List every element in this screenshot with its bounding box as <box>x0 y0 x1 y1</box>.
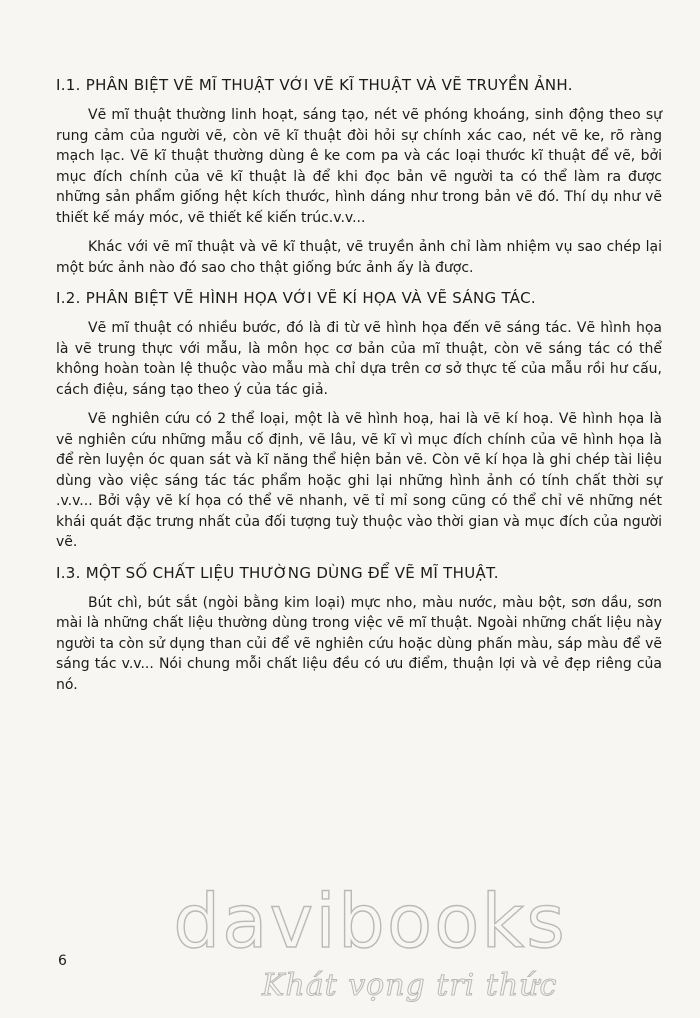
section-1-paragraph-1: Vẽ mĩ thuật thường linh hoạt, sáng tạo, nét vẽ phóng khoáng, sinh động theo sự rung cảm của người vẽ, còn vẽ kĩ thuật đòi hỏi sự chính xác cao, nét vẽ ke, rõ ràng mạch lạc. Vẽ kĩ thuật thường dùng ê ke com pa và các loại thước kĩ thuật để vẽ, bởi mục đích chính của vẽ kĩ thuật là để khi đọc bản vẽ người ta có thể làm ra được những sản phẩm giống hệt kích thước, hình dáng như trong bản vẽ đó. Thí dụ như vẽ thiết kế máy móc, vẽ thiết kế kiến trúc.v.v... <box>56 107 662 226</box>
section-heading-2: I.2. PHÂN BIỆT VẼ HÌNH HỌA VỚI VẼ KÍ HỌA VÀ VẼ SÁNG TÁC. <box>56 289 536 307</box>
section-2-paragraph-2: Vẽ nghiên cứu có 2 thể loại, một là vẽ hình hoạ, hai là vẽ kí hoạ. Vẽ hình họa là vẽ nghiên cứu những mẫu cố định, vẽ lâu, vẽ kĩ vì mục đích chính của vẽ hình họa là để rèn luyện óc quan sát và kĩ năng thể hiện bản vẽ. Còn vẽ kí họa là ghi chép tài liệu dùng vào việc sáng tác tác phẩm hoặc ghi lại những hình ảnh có tính chất thời sự .v.v... Bởi vậy vẽ kí họa có thể vẽ nhanh, vẽ tỉ mỉ song cũng có thể chỉ vẽ những nét khái quát đặc trưng nhất của đối tượng tuỳ thuộc vào thời gian và mục đích của người vẽ. <box>56 411 662 550</box>
section-3-paragraph-1: Bút chì, bút sắt (ngòi bằng kim loại) mực nho, màu nước, màu bột, sơn dầu, sơn mài là những chất liệu thường dùng trong việc vẽ mĩ thuật. Ngoài những chất liệu này người ta còn sử dụng than củi để vẽ nghiên cứu hoặc dùng phấn màu, sáp màu để vẽ sáng tác v.v... Nói chung mỗi chất liệu đều có ưu điểm, thuận lợi và vẻ đẹp riêng của nó. <box>56 594 662 693</box>
section-2-paragraph-1: Vẽ mĩ thuật có nhiều bước, đó là đi từ vẽ hình họa đến vẽ sáng tác. Vẽ hình họa là vẽ trung thực với mẫu, là môn học cơ bản của mĩ thuật, còn vẽ sáng tác có thể không hoàn toàn lệ thuộc vào mẫu mà chỉ dựa trên cơ sở thực tế của mẫu rồi hư cấu, cách điệu, sáng tạo theo ý của tác giả. <box>56 320 662 398</box>
page-number: 6 <box>58 953 67 969</box>
watermark <box>0 879 700 1003</box>
page-content <box>56 74 662 704</box>
watermark-logo: davibooks <box>173 879 567 965</box>
section-heading-1: I.1. PHÂN BIỆT VẼ MĨ THUẬT VỚI VẼ KĨ THUẬT VÀ VẼ TRUYỀN ẢNH. <box>56 76 573 94</box>
section-heading-3: I.3. MỘT SỐ CHẤT LIỆU THƯỜNG DÙNG ĐỂ VẼ MĨ THUẬT. <box>56 563 499 582</box>
watermark-tagline: Khát vọng tri thức <box>262 968 558 1003</box>
section-1-paragraph-2: Khác với vẽ mĩ thuật và vẽ kĩ thuật, vẽ truyền ảnh chỉ làm nhiệm vụ sao chép lại một bức ảnh nào đó sao cho thật giống bức ảnh ấy là được. <box>56 239 662 276</box>
